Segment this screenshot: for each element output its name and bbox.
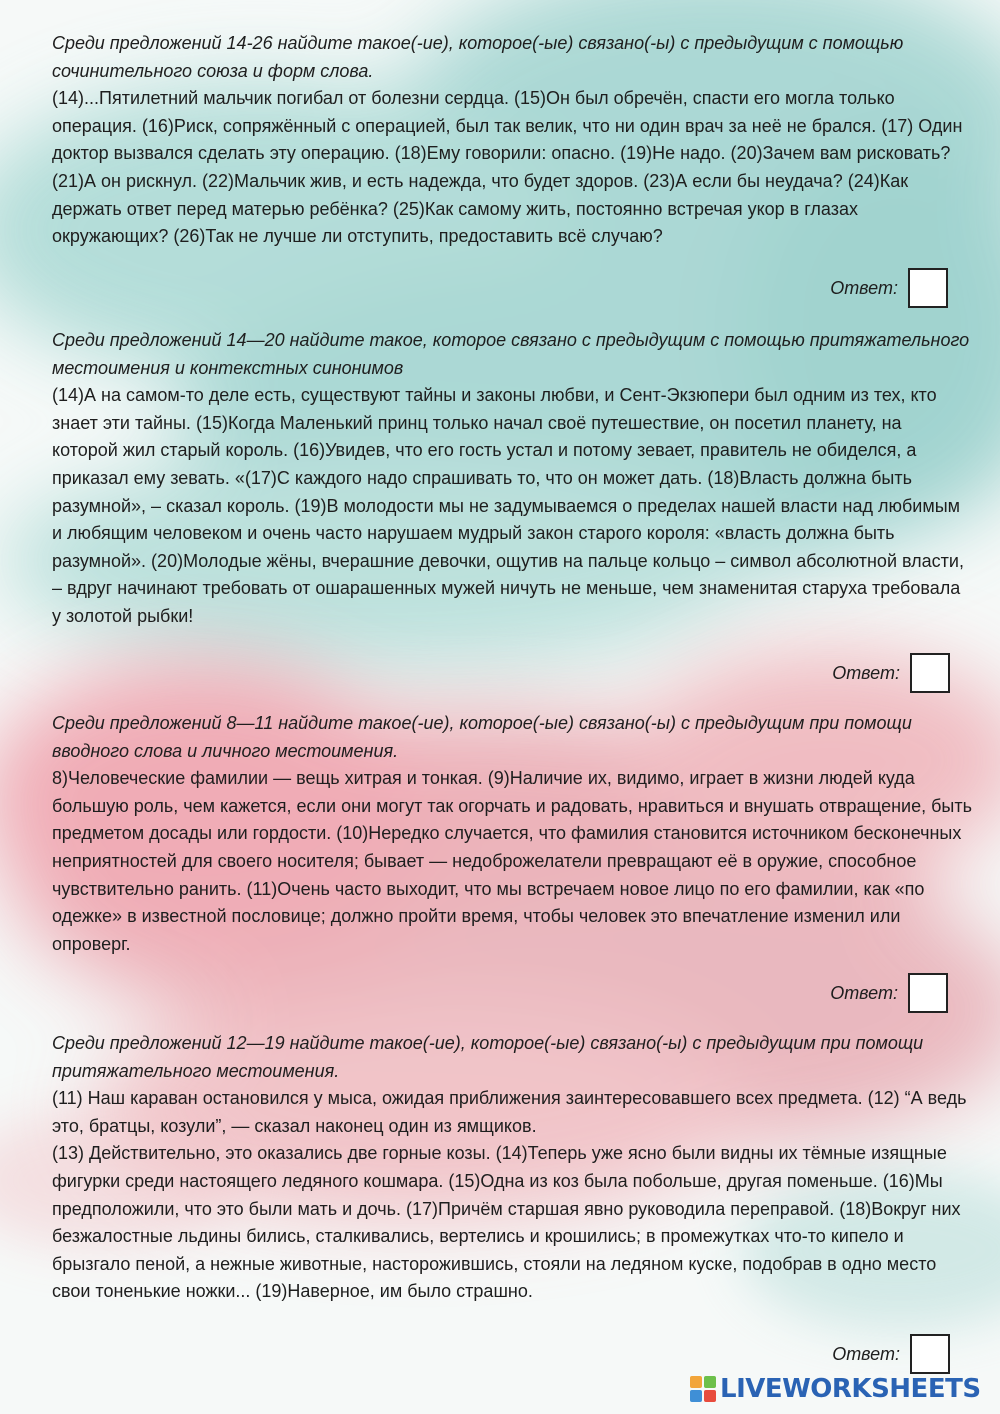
logo-square-v (690, 1390, 702, 1402)
task-4 (52, 1030, 972, 1306)
answer-input-1[interactable] (908, 268, 948, 308)
task-1 (52, 30, 972, 251)
task-prompt: Среди предложений 14—20 найдите такое, которое связано с предыдущим с помощью притяжательного местоимения и контекстных синонимов (52, 330, 970, 378)
task-text: 8)Человеческие фамилии — вещь хитрая и тонкая. (9)Наличие их, видимо, играет в жизни людей куда большую роль, чем кажется, если они могут так огорчать и радовать, нравиться и внушать отвращение, быть предметом досады или гордости. (10)Нередко случается, что фамилия становится источником бесконечных неприятностей для своего носителя; бывает — недоброжелатели превращают её в оружие, способное чувствительно ранить. (11)Очень часто выходит, что мы встречаем новое лицо по его фамилии, как «по одежке» в известной пословице; должно пройти время, чтобы человек это впечатление изменил или опроверг. (52, 768, 972, 954)
task-prompt: Среди предложений 12—19 найдите такое(-ие), которое(-ые) связано(-ы) с предыдущим при помощи притяжательного местоимения. (52, 1033, 924, 1081)
logo-wordmark: LIVEWORKSHEETS (720, 1374, 981, 1404)
task-text: (11) Наш караван остановился у мыса, ожидая приближения заинтересовавшего всех предмета. (12) “А ведь это, братцы, козули”, — сказал наконец один из ямщиков. (13) Действительно, это оказались две горные козы. (14)Теперь уже ясно были видны их тёмные изящные фигурки среди настоящего ледяного кошмара. (15)Одна из коз была побольше, другая поменьше. (16)Мы предположили, что это были мать и дочь. (17)Причём старшая явно руководила переправой. (18)Вокруг них безжалостные льдины бились, сталкивались, вертелись и крошились; в промежутках что-то кипело и брызгало пеной, а нежные животные, насторожившись, стояли на ледяном куске, подобрав в одно место свои тоненькие ножки... (19)Наверное, им было страшно. (52, 1088, 967, 1302)
answer-input-4[interactable] (910, 1334, 950, 1374)
task-text: (14)А на самом-то деле есть, существуют тайны и законы любви, и Сент-Экзюпери был одним из тех, кто знает эти тайны. (15)Когда Маленький принц только начал своё путешествие, он посетил планету, на которой жил старый король. (16)Увидев, что его гость устал и потому зевает, правитель не обиделся, а приказал ему зевать. «(17)С каждого надо спрашивать то, что он может дать. (18)Власть должна быть разумной», – сказал король. (19)В молодости мы не задумываемся о пределах нашей власти над любимым и любящим человеком и очень часто нарушаем мудрый закон старого короля: «власть должна быть разумной». (20)Молодые жёны, вчерашние девочки, ощутив на пальце кольцо – символ абсолютной власти, – вдруг начинают требовать от ошарашенных мужей ничуть не меньше, чем знаменитая старуха требовала у золотой рыбки! (52, 385, 964, 626)
answer-label: Ответ: (830, 277, 898, 298)
liveworksheets-logo-icon (690, 1376, 716, 1402)
answer-label: Ответ: (832, 1343, 900, 1364)
answer-row-2 (832, 653, 950, 693)
task-3 (52, 710, 972, 958)
answer-label: Ответ: (830, 982, 898, 1003)
answer-input-2[interactable] (910, 653, 950, 693)
logo-square-l (690, 1376, 702, 1388)
answer-row-3 (830, 973, 948, 1013)
task-prompt: Среди предложений 8—11 найдите такое(-ие), которое(-ые) связано(-ы) с предыдущим при помощи вводного слова и личного местоимения. (52, 713, 912, 761)
logo-square-i (704, 1376, 716, 1388)
answer-label: Ответ: (832, 662, 900, 683)
answer-row-1 (830, 268, 948, 308)
task-prompt: Среди предложений 14-26 найдите такое(-ие), которое(-ые) связано(-ы) с предыдущим с помощью сочинительного союза и форм слова. (52, 33, 904, 81)
liveworksheets-logo[interactable] (690, 1370, 981, 1408)
answer-input-3[interactable] (908, 973, 948, 1013)
answer-row-4 (832, 1334, 950, 1374)
logo-square-e (704, 1390, 716, 1402)
task-2 (52, 327, 972, 631)
task-text: (14)...Пятилетний мальчик погибал от болезни сердца. (15)Он был обречён, спасти его могла только операция. (16)Риск, сопряжённый с операцией, был так велик, что ни один врач за неё не брался. (17) Один доктор вызвался сделать эту операцию. (18)Ему говорили: опасно. (19)Не надо. (20)Зачем вам рисковать? (21)А он рискнул. (22)Мальчик жив, и есть надежда, что будет здоров. (23)А если бы неудача? (24)Как держать ответ перед матерью ребёнка? (25)Как самому жить, постоянно встречая укор в глазах окружающих? (26)Так не лучше ли отступить, предоставить всё случаю? (52, 88, 963, 247)
